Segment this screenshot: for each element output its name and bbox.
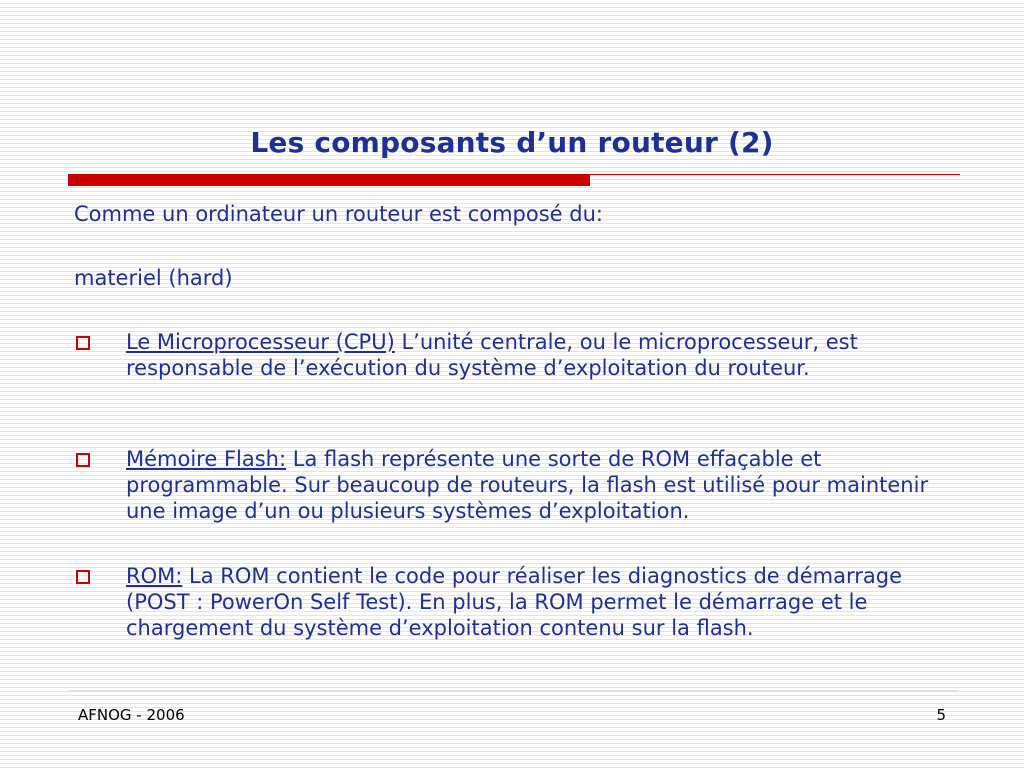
hollow-square-icon [76, 453, 90, 467]
bullet-text [126, 446, 946, 524]
hollow-square-icon [76, 336, 90, 350]
intro-text: Comme un ordinateur un routeur est composé du: [74, 202, 603, 226]
title-divider-line [590, 174, 960, 175]
bullet-text [126, 563, 946, 641]
bullet-term: Le Microprocesseur (CPU) [126, 330, 395, 354]
bullet-text [126, 329, 946, 381]
page-number: 5 [936, 706, 946, 724]
title-accent-bar [68, 174, 590, 186]
slide-title: Les composants d’un routeur (2) [250, 126, 774, 159]
hollow-square-icon [76, 570, 90, 584]
bullet-term: Mémoire Flash: [126, 447, 287, 471]
bullet-description: La ROM contient le code pour réaliser les diagnostics de démarrage (POST : PowerOn Self Test). En plus, la ROM permet le démarrage et le chargement du système d’exploitation contenu sur la flash. [126, 564, 902, 640]
bullet-term: ROM: [126, 564, 183, 588]
bullet-description: L’unité centrale, ou le microprocesseur, est responsable de l’exécution du système d’exploitation du routeur. [126, 330, 858, 380]
footer-text: AFNOG - 2006 [78, 706, 185, 724]
bullet-description: La flash représente une sorte de ROM effaçable et programmable. Sur beaucoup de routeurs, la flash est utilisé pour maintenir une image d’un ou plusieurs systèmes d’exploitation. [126, 447, 929, 523]
subheading-text: materiel (hard) [74, 266, 233, 290]
footer-divider [68, 690, 958, 692]
